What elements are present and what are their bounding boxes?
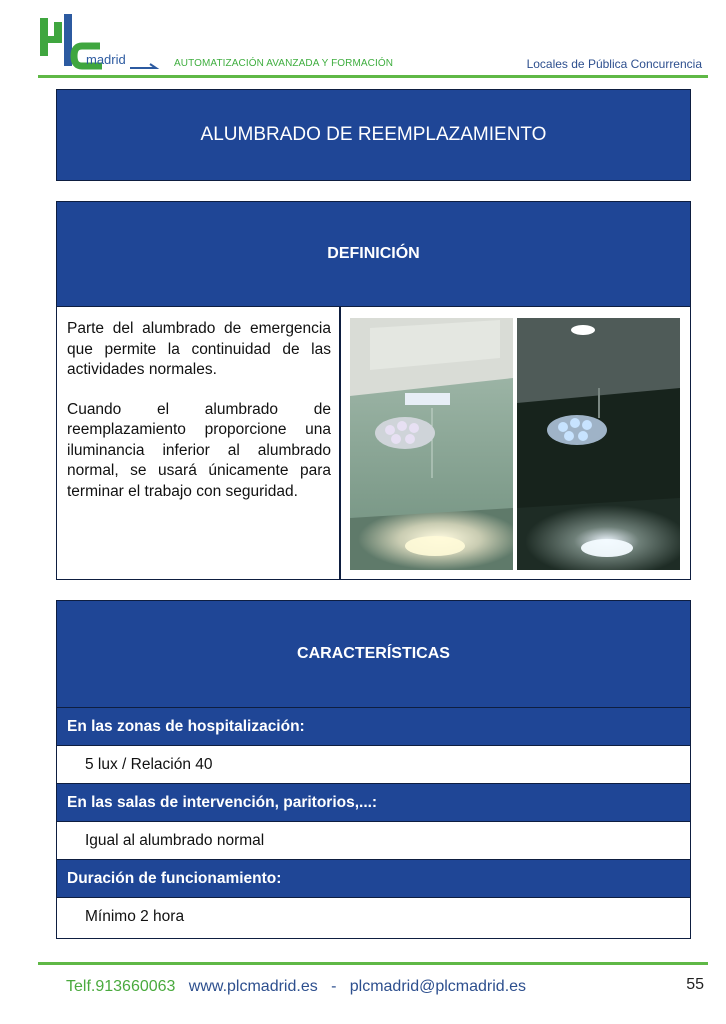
characteristic-value: Igual al alumbrado normal — [57, 821, 690, 859]
section-name: Locales de Pública Concurrencia — [526, 57, 702, 71]
footer-contact — [66, 978, 526, 996]
characteristics-panel — [56, 600, 691, 939]
footer-email-link[interactable]: plcmadrid@plcmadrid.es — [349, 978, 527, 995]
definition-text — [67, 319, 331, 521]
characteristic-label: En las salas de intervención, paritorios,...: — [57, 783, 690, 821]
operating-room-dim-photo — [517, 318, 680, 570]
company-tagline: AUTOMATIZACIÓN AVANZADA Y FORMACIÓN — [174, 58, 394, 69]
characteristic-label: Duración de funcionamiento: — [57, 859, 690, 897]
plc-madrid-logo — [38, 12, 168, 72]
definition-heading: DEFINICIÓN — [57, 202, 690, 307]
page-number: 55 — [686, 976, 704, 993]
definition-paragraph: Cuando el alumbrado de reemplazamiento proporcione una iluminancia inferior al alumbrado normal, se usará únicamente para terminar el trabajo con seguridad. — [67, 400, 331, 500]
definition-paragraph: Parte del alumbrado de emergencia que permite la continuidad de las actividades normales. — [67, 320, 331, 378]
page-title: ALUMBRADO DE REEMPLAZAMIENTO — [56, 89, 691, 181]
characteristic-label: En las zonas de hospitalización: — [57, 707, 690, 745]
definition-panel — [56, 201, 691, 580]
footer-phone: Telf.913660063 — [66, 978, 176, 995]
panel-divider — [339, 306, 341, 579]
characteristics-heading: CARACTERÍSTICAS — [57, 601, 690, 707]
footer-website-link[interactable]: www.plcmadrid.es — [188, 978, 318, 995]
footer-separator: - — [331, 978, 337, 995]
characteristic-value: 5 lux / Relación 40 — [57, 745, 690, 783]
footer-divider — [38, 962, 708, 965]
svg-text:madrid: madrid — [86, 52, 126, 67]
operating-room-lit-photo — [350, 318, 513, 570]
characteristic-value: Mínimo 2 hora — [57, 897, 690, 935]
header-divider — [38, 75, 708, 78]
